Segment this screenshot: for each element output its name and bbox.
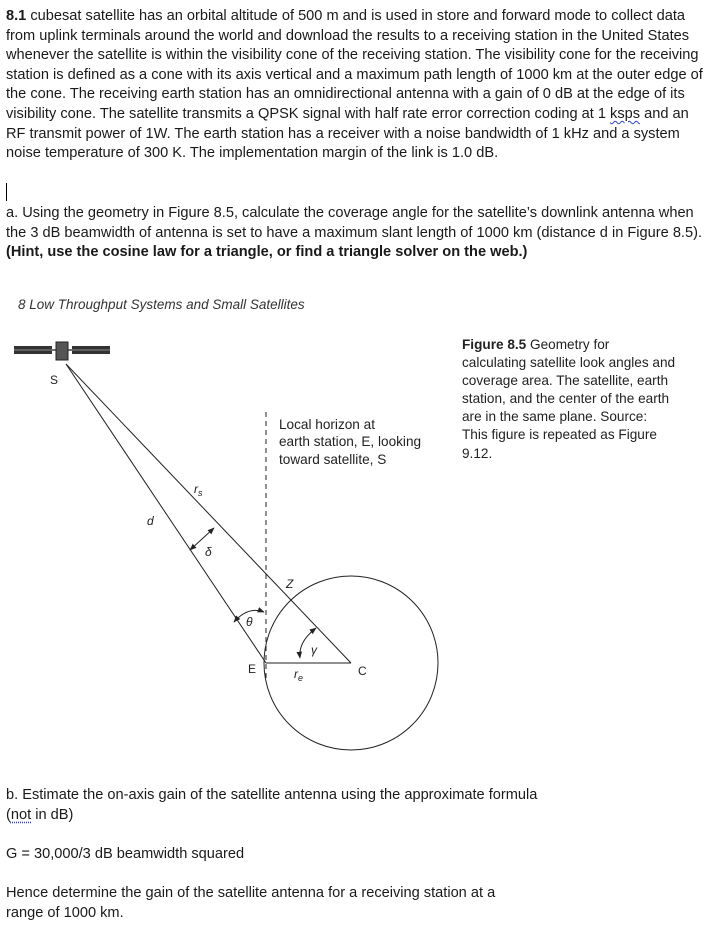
label-theta: θ — [246, 615, 253, 629]
ksps-unit: ksps — [610, 105, 641, 122]
satellite-radius-line — [66, 364, 351, 663]
figure-caption-label: Figure 8.5 — [462, 337, 527, 352]
part-a-text: a. Using the geometry in Figure 8.5, calculate the coverage angle for the satellite’s downlink antenna when the 3 dB beamwidth of antenna is set to have a maximum slant length of 1000 km (distance d in Figure 8.5). — [6, 205, 703, 241]
label-center: C — [358, 664, 367, 678]
part-b-line-1: b. Estimate the on-axis gain of the satellite antenna using the approximate formula — [6, 787, 538, 803]
horizon-label-line-3: toward satellite, S — [279, 452, 387, 467]
figure-chapter-header: 8 Low Throughput Systems and Small Satellites — [18, 297, 305, 312]
text-cursor — [6, 183, 7, 201]
problem-text-1: cubesat satellite has an orbital altitude of 500 m and is used in store and forward mode to collect data from uplink terminals around the world and download the results to a receiving station in the United States whenever the satellite is within the visibility cone of the receiving station. The visibility cone for the receiving station is defined as a cone with its axis vertical and a maximum path length of 1000 km at the outer edge of the cone. The receiving earth station has an omnidirectional antenna with a gain of 0 dB at the edge of its visibility cone. The satellite transmits a QPSK signal with half rate error correction coding at 1 — [6, 8, 703, 122]
label-satellite: S — [50, 373, 59, 387]
label-sat-radius: $r_s$ — [194, 482, 203, 498]
problem-statement — [6, 7, 712, 164]
label-earth-radius: $r_e$ — [294, 667, 304, 683]
label-zenith: Z — [286, 577, 294, 591]
label-gamma: γ — [311, 643, 317, 657]
gain-formula: G = 30,000/3 dB beamwidth squared — [6, 846, 245, 862]
part-b-question — [6, 786, 712, 825]
horizon-label-line-2: earth station, E, looking — [279, 434, 422, 449]
not-word: not — [10, 806, 32, 823]
horizon-label-line-1: Local horizon at — [279, 417, 375, 432]
slant-range-line — [66, 364, 266, 663]
part-a-question — [6, 204, 712, 263]
satellite-icon — [14, 342, 110, 360]
label-earth-station: E — [248, 662, 257, 676]
part-b-hence: Hence determine the gain of the satellite antenna for a receiving station at a range of 1000 km. — [6, 885, 496, 921]
problem-text-2: and an RF transmit power of 1W. The earth station has a receiver with a noise bandwidth of 1 kHz and a system noise temperature of 300 K. The implementation margin of the link is 1.0 dB. — [6, 105, 689, 162]
geometry-figure — [0, 330, 722, 770]
figure-caption-text: Geometry for calculating satellite look angles and coverage area. The satellite, earth station, and the center of the earth are in the same plane. Source: This figure is repeated as Figure 9.12. — [462, 337, 676, 461]
label-delta: δ — [205, 545, 212, 559]
problem-number: 8.1 — [6, 8, 27, 24]
label-slant-range: d — [147, 514, 154, 528]
part-a-hint: (Hint, use the cosine law for a triangle, or find a triangle solver on the web.) — [6, 244, 528, 261]
part-b-line-2: (not in dB) — [6, 806, 74, 823]
